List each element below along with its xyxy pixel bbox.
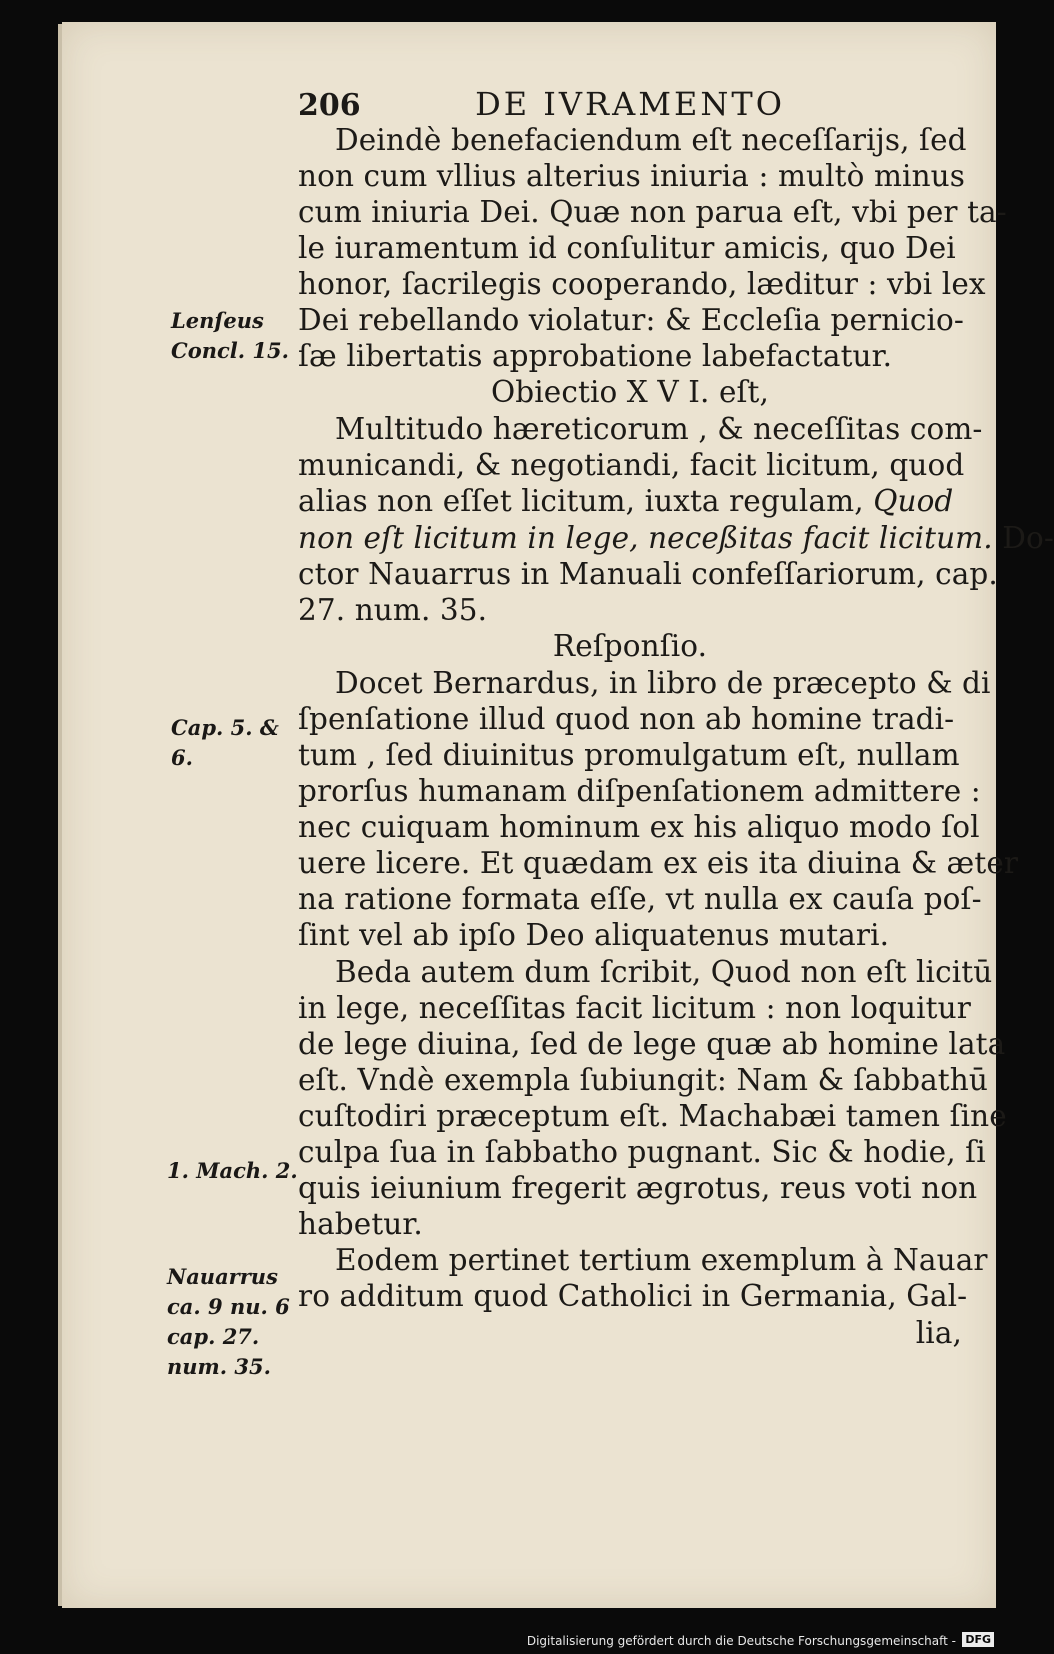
text-line: quis ieiunium fregerit ægrotus, reus voti non xyxy=(298,1171,978,1205)
text-line: prorſus humanam diſpenſationem admittere : xyxy=(298,774,981,808)
text-span: alias non eſſet licitum, iuxta regulam, xyxy=(298,484,864,518)
text-line: ſæ libertatis approbatione labefactatur. xyxy=(298,339,893,373)
text-span: Do- xyxy=(992,521,1054,555)
text-line: ctor Nauarrus in Manuali confeſſariorum, cap. xyxy=(298,557,998,591)
text-line: Beda autem dum ſcribit, Quod non eſt licitū xyxy=(335,955,993,989)
margin-note: 1. Mach. 2. xyxy=(167,1158,298,1183)
text-line xyxy=(298,483,953,519)
text-line: le iuramentum id conſulitur amicis, quo Dei xyxy=(298,231,956,265)
responsio-heading: Reſponſio. xyxy=(552,629,708,663)
text-line: Eodem pertinet tertium exemplum à Nauar xyxy=(335,1243,988,1277)
margin-note: Concl. 15. xyxy=(171,338,289,363)
text-line: Docet Bernardus, in libro de præcepto & di xyxy=(335,666,991,700)
margin-note: ca. 9 nu. 6 xyxy=(167,1294,290,1319)
text-line: cuſtodiri præceptum eſt. Machabæi tamen ſine xyxy=(298,1099,1007,1133)
text-line: ſint vel ab ipſo Deo aliquatenus mutari. xyxy=(298,918,890,952)
text-line: in lege, neceſſitas facit licitum : non loquitur xyxy=(298,991,971,1025)
text-line: non cum vllius alterius iniuria : multò minus xyxy=(298,159,966,193)
catchword: lia, xyxy=(915,1316,962,1350)
text-line: na ratione formata eſſe, vt nulla ex cauſa poſ- xyxy=(298,882,982,916)
text-line: Dei rebellando violatur: & Eccleſia pernicio- xyxy=(298,303,964,337)
text-line: honor, ſacrilegis cooperando, læditur : vbi lex xyxy=(298,267,986,301)
margin-note: cap. 27. xyxy=(167,1324,260,1349)
text-line: Deindè benefaciendum eſt neceſſarijs, ſed xyxy=(335,123,967,157)
text-line: Multitudo hæreticorum , & neceſſitas com- xyxy=(335,412,983,446)
objectio-heading: Obiectio X V I. eſt, xyxy=(491,375,769,409)
text-line: municandi, & negotiandi, facit licitum, quod xyxy=(298,448,965,482)
text-line: 27. num. 35. xyxy=(298,593,488,627)
quote-line: non eſt licitum in lege, neceßitas facit licitum. xyxy=(298,521,993,555)
running-head: DE IVRAMENTO xyxy=(475,85,785,123)
text-line: eſt. Vndè exempla ſubiungit: Nam & ſabbathū xyxy=(298,1063,988,1097)
text-line: de lege diuina, ſed de lege quæ ab homine lata xyxy=(298,1027,1006,1061)
text-line: ſpenſatione illud quod non ab homine tradi- xyxy=(298,702,955,736)
dfg-logo: DFG xyxy=(962,1632,994,1647)
text-line: tum , ſed diuinitus promulgatum eſt, nullam xyxy=(298,738,960,772)
digitization-credit: Digitalisierung gefördert durch die Deutsche Forschungsgemeinschaft - xyxy=(526,1634,956,1648)
margin-note: Cap. 5. & xyxy=(171,715,279,740)
text-line: nec cuiquam hominum ex his aliquo modo ſol xyxy=(298,810,980,844)
text-line: uere licere. Et quædam ex eis ita diuina & æter xyxy=(298,846,1019,880)
margin-note: 6. xyxy=(171,745,193,770)
margin-note: Lenſeus xyxy=(171,308,264,333)
quote-start: Quod xyxy=(873,484,954,518)
text-line: culpa ſua in ſabbatho pugnant. Sic & hodie, ſi xyxy=(298,1135,986,1169)
text-line xyxy=(298,520,1054,556)
text-line: ro additum quod Catholici in Germania, Gal- xyxy=(298,1279,968,1313)
page-number: 206 xyxy=(298,88,361,123)
margin-note: num. 35. xyxy=(167,1354,271,1379)
text-line: habetur. xyxy=(298,1207,423,1241)
margin-note: Nauarrus xyxy=(167,1264,278,1289)
text-line: cum iniuria Dei. Quæ non parua eſt, vbi per ta- xyxy=(298,195,1007,229)
